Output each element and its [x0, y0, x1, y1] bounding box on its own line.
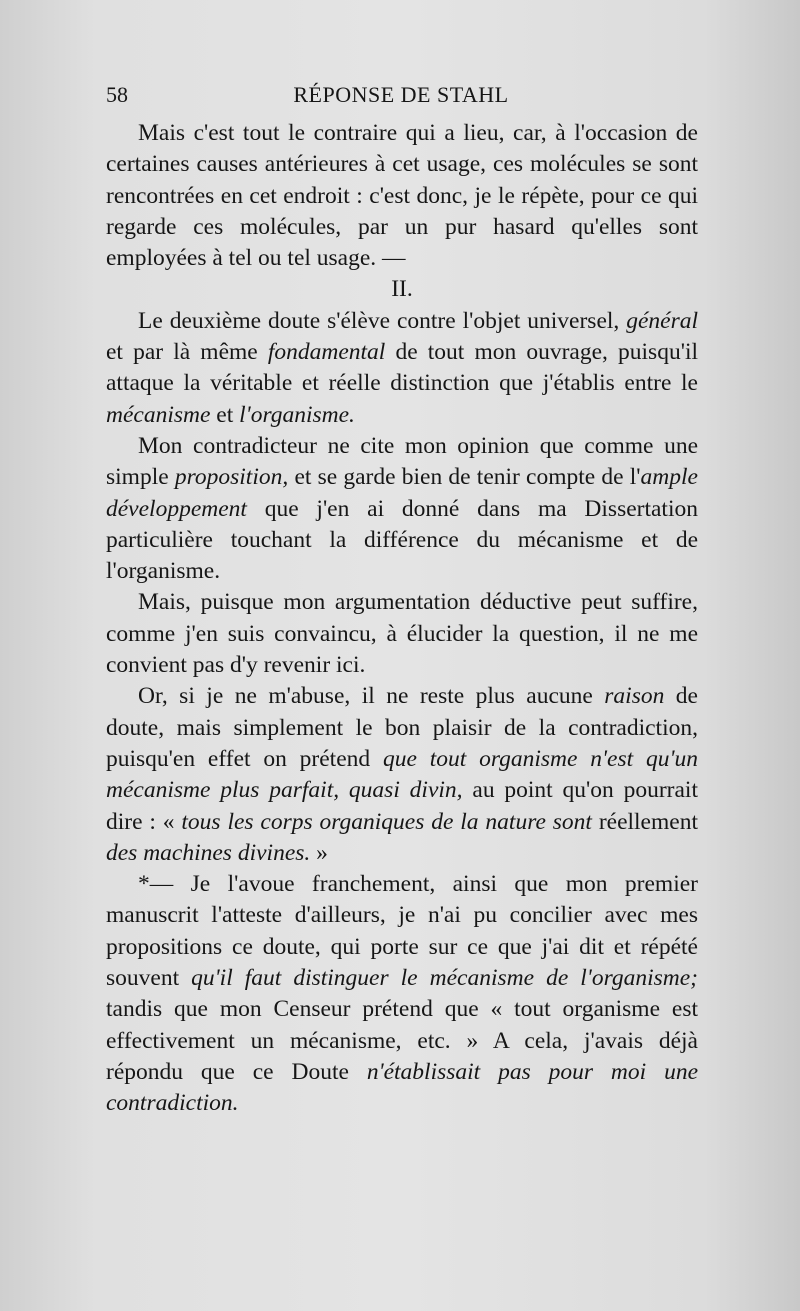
page-header: [106, 82, 696, 112]
text-run: tandis que mon Censeur prétend que « tout organisme est effectivement un mécanisme, etc. » A cela, j'avais déjà répondu que ce Doute: [106, 996, 698, 1085]
text-run: que j'en ai donné dans ma Dissertation particulière touchant la différence du mécanisme et de l'organisme.: [106, 495, 698, 585]
italic-run: ample développement: [106, 464, 698, 522]
italic-run: n'établissait pas pour moi une contradiction.: [106, 1058, 698, 1117]
paragraph-1: Mais c'est tout le contraire qui a lieu, car, à l'occasion de certaines causes antérieures à cet usage, ces molécules se sont rencontrées en cet endroit : c'est donc, je le répète, pour ce qui regarde ces molécules, par un pur hasard qu'elles sont employées à tel ou tel usage. —: [106, 120, 698, 272]
text-run: de tout mon ouvrage, puisqu'il attaque la véritable et réelle distinction que j'établis entre le: [106, 339, 698, 397]
text-run: et: [210, 401, 240, 428]
italic-run: raison: [604, 683, 665, 710]
page-body: [106, 118, 698, 1120]
paragraph-2: [106, 306, 698, 431]
italic-run: mécanisme: [106, 401, 211, 428]
paragraph-3: [106, 431, 698, 587]
italic-run: l'organisme.: [239, 401, 355, 428]
running-title: RÉPONSE DE STAHL: [293, 82, 509, 107]
text-run: Or, si je ne m'abuse, il ne reste plus aucune: [138, 683, 605, 710]
italic-run: fondamental: [267, 339, 386, 366]
italic-run: proposition,: [174, 464, 289, 491]
italic-run: tous les corps organiques de la nature sont: [181, 808, 592, 835]
text-run: »: [310, 839, 328, 866]
italic-run: qu'il faut distinguer le mécanisme de l'organisme;: [191, 965, 699, 992]
italic-run: des machines divines.: [106, 839, 311, 866]
text-run: et par là même: [106, 339, 268, 366]
paragraph-5: [106, 681, 698, 869]
text-run: au point qu'on pourrait dire : «: [106, 777, 698, 835]
text-run: Mon contradicteur ne cite mon opinion que comme une simple: [106, 432, 698, 491]
text-run: *— Je l'avoue franchement, ainsi que mon premier manuscrit l'atteste d'ailleurs, je n'ai pu concilier avec mes propositions ce doute, qui porte sur ce que j'ai dit et répété souvent: [106, 871, 698, 992]
text-run: de doute, mais simplement le bon plaisir de la contradiction, puisqu'en effet on prétend: [106, 683, 698, 772]
section-heading: II.: [391, 276, 413, 303]
text-run: et se garde bien de tenir compte de l': [288, 464, 641, 491]
italic-run: que tout organisme n'est qu'un mécanisme plus parfait, quasi divin,: [106, 745, 699, 804]
italic-run: général: [626, 307, 698, 334]
paragraph-4: Mais, puisque mon argumentation déductive peut suffire, comme j'en suis convaincu, à élucider la question, il ne me convient pas d'y revenir ici.: [106, 589, 698, 679]
text-run: réellement: [591, 808, 698, 835]
paragraph-6: [106, 869, 698, 1119]
text-run: Le deuxième doute s'élève contre l'objet universel,: [138, 307, 627, 334]
page-number: 58: [106, 82, 128, 107]
